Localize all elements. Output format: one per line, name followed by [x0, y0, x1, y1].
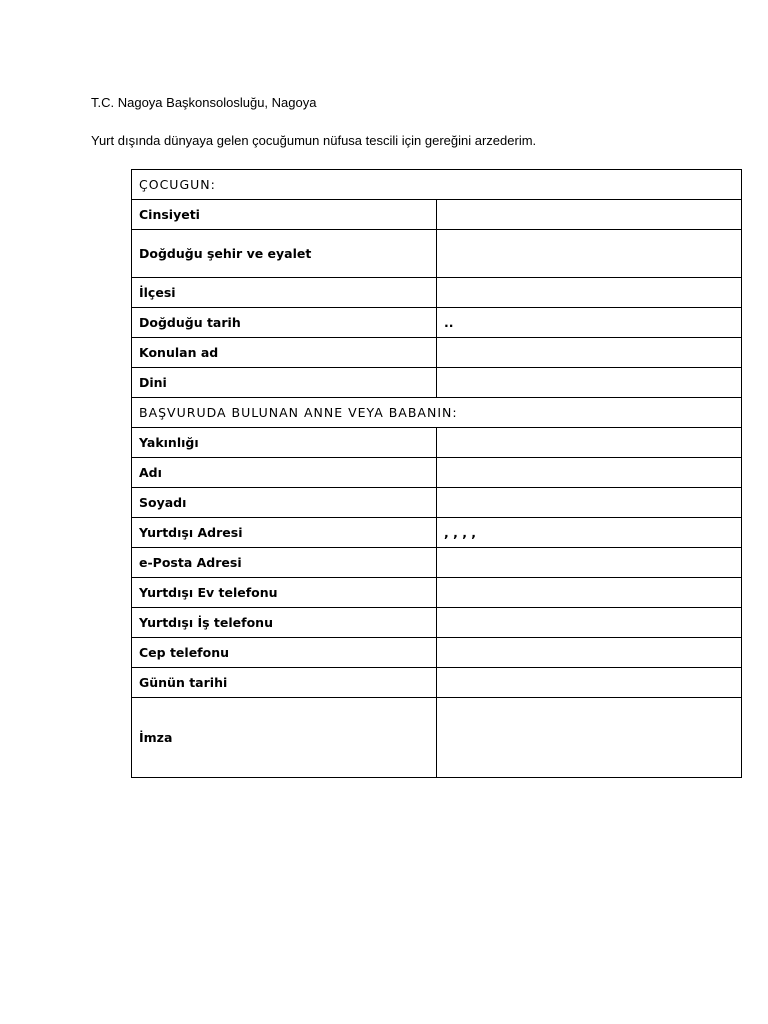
section-parent-header: BAŞVURUDA BULUNAN ANNE VEYA BABANIN:: [132, 398, 742, 428]
work-phone-field[interactable]: [437, 608, 742, 638]
registration-form-table: [131, 169, 742, 778]
form-row-relationship: [132, 428, 742, 458]
field-label: Yurtdışı Adresi: [132, 518, 437, 548]
form-row-religion: [132, 368, 742, 398]
form-row-home-phone: [132, 578, 742, 608]
field-label: Doğduğu şehir ve eyalet: [132, 230, 437, 278]
date-field[interactable]: [437, 668, 742, 698]
field-label: Doğduğu tarih: [132, 308, 437, 338]
form-row-birth-city: [132, 230, 742, 278]
surname-field[interactable]: [437, 488, 742, 518]
birth-date-field[interactable]: ..: [437, 308, 742, 338]
section-child-header: ÇOCUGUN:: [132, 170, 742, 200]
form-row-mobile-phone: [132, 638, 742, 668]
section-header-row: [132, 170, 742, 200]
field-label: Cinsiyeti: [132, 200, 437, 230]
field-label: Adı: [132, 458, 437, 488]
request-sentence: Yurt dışında dünyaya gelen çocuğumun nüfusa tescili için gereğini arzederim.: [91, 133, 537, 148]
form-row-first-name: [132, 458, 742, 488]
addressee-line: T.C. Nagoya Başkonsolosluğu, Nagoya: [91, 95, 317, 110]
field-label: Cep telefonu: [132, 638, 437, 668]
abroad-address-field[interactable]: , , , ,: [437, 518, 742, 548]
field-label: e-Posta Adresi: [132, 548, 437, 578]
signature-field[interactable]: [437, 698, 742, 778]
field-label: Soyadı: [132, 488, 437, 518]
form-row-date: [132, 668, 742, 698]
relationship-field[interactable]: [437, 428, 742, 458]
home-phone-field[interactable]: [437, 578, 742, 608]
form-row-email: [132, 548, 742, 578]
field-label: İlçesi: [132, 278, 437, 308]
form-row-district: [132, 278, 742, 308]
form-row-signature: [132, 698, 742, 778]
field-label: Dini: [132, 368, 437, 398]
form-row-surname: [132, 488, 742, 518]
field-label: Günün tarihi: [132, 668, 437, 698]
district-field[interactable]: [437, 278, 742, 308]
mobile-phone-field[interactable]: [437, 638, 742, 668]
form-row-gender: [132, 200, 742, 230]
given-name-field[interactable]: [437, 338, 742, 368]
field-label: Yurtdışı Ev telefonu: [132, 578, 437, 608]
field-label: Yurtdışı İş telefonu: [132, 608, 437, 638]
form-row-abroad-address: [132, 518, 742, 548]
form-row-birth-date: [132, 308, 742, 338]
field-label: İmza: [132, 698, 437, 778]
birth-city-field[interactable]: [437, 230, 742, 278]
email-field[interactable]: [437, 548, 742, 578]
form-row-given-name: [132, 338, 742, 368]
section-header-row: [132, 398, 742, 428]
gender-field[interactable]: [437, 200, 742, 230]
form-row-work-phone: [132, 608, 742, 638]
religion-field[interactable]: [437, 368, 742, 398]
first-name-field[interactable]: [437, 458, 742, 488]
field-label: Konulan ad: [132, 338, 437, 368]
field-label: Yakınlığı: [132, 428, 437, 458]
